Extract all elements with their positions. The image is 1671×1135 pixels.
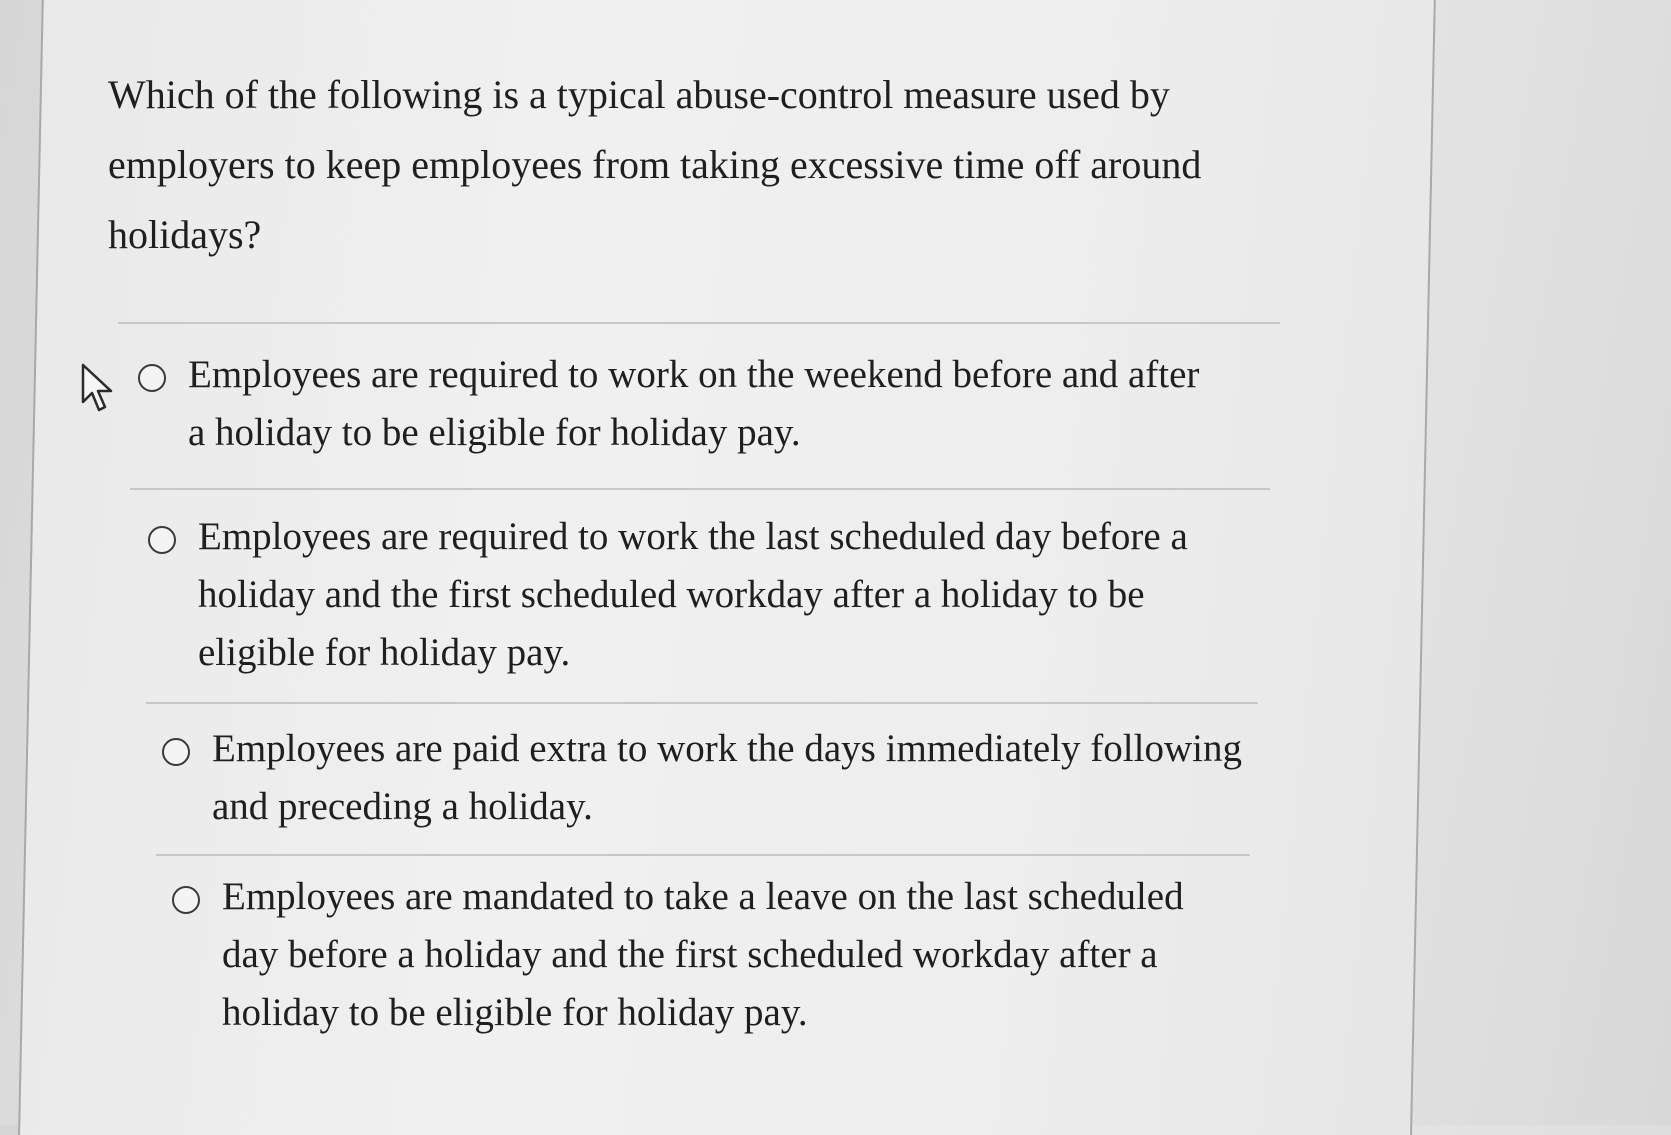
divider [118, 322, 1280, 324]
answer-option[interactable] [138, 346, 1218, 462]
answer-option-label: Employees are required to work the last scheduled day before a holiday and the first scheduled workday after a holiday to be eligible for holiday pay. [198, 515, 1188, 674]
radio-button-icon[interactable] [162, 738, 190, 766]
radio-button-icon[interactable] [138, 364, 166, 392]
answer-option-label: Employees are paid extra to work the days immediately following and preceding a holiday. [212, 727, 1242, 828]
answer-option[interactable] [148, 508, 1238, 682]
divider [146, 702, 1258, 704]
radio-button-icon[interactable] [148, 526, 176, 554]
divider [156, 854, 1250, 856]
answer-option-label: Employees are mandated to take a leave on the last scheduled day before a holiday and the first scheduled workday after a holiday to be eligible for holiday pay. [222, 875, 1184, 1034]
divider [130, 488, 1270, 490]
answer-option[interactable] [162, 720, 1252, 836]
answer-option-label: Employees are required to work on the weekend before and after a holiday to be eligible for holiday pay. [188, 353, 1200, 454]
radio-button-icon[interactable] [172, 886, 200, 914]
mouse-pointer-icon [80, 362, 116, 416]
answer-option[interactable] [172, 868, 1232, 1042]
question-text: Which of the following is a typical abuse-control measure used by employers to keep employees from taking excessive time off around holidays? [108, 72, 1202, 257]
